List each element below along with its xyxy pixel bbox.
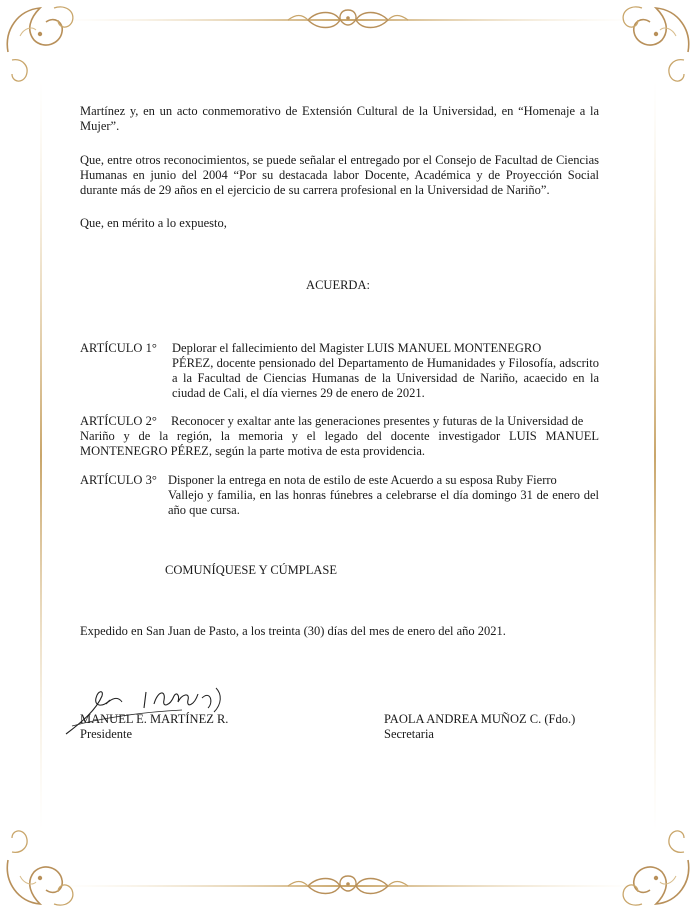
closing-formula: COMUNÍQUESE Y CÚMPLASE [165,563,338,577]
issued-statement: Expedido en San Juan de Pasto, a los treinta (30) días del mes de enero del año 2021. [80,624,506,638]
intro-paragraph-1: Martínez y, en un acto conmemorativo de Extensión Cultural de la Universidad, en “Homenaje a la Mujer”. [80,104,599,133]
article-1-first-line: Deplorar el fallecimiento del Magister LUIS MANUEL MONTENEGRO [172,341,542,355]
section-heading: ACUERDA: [306,278,370,292]
signatory-president-name: MANUEL E. MARTÍNEZ R. [80,712,229,726]
article-2-first-line: Reconocer y exaltar ante las generaciones presentes y futuras de la Universidad de [171,414,584,428]
article-3-body: Vallejo y familia, en las honras fúnebres a celebrarse el día domingo 31 de enero del año que cursa. [168,488,599,517]
signatory-president-role: Presidente [80,727,133,741]
article-2-label: ARTÍCULO 2° [80,414,157,428]
intro-paragraph-3: Que, en mérito a lo expuesto, [80,216,227,230]
article-3-first-line: Disponer la entrega en nota de estilo de este Acuerdo a su esposa Ruby Fierro [168,473,557,487]
article-2-body: Nariño y de la región, la memoria y el legado del docente investigador LUIS MANUEL MONTENEGRO PÉREZ, según la parte motiva de esta providencia. [80,429,599,458]
signatory-secretary-name: PAOLA ANDREA MUÑOZ C. (Fdo.) [384,712,576,726]
article-1-body: PÉREZ, docente pensionado del Departamento de Humanidades y Filosofía, adscrito a la Facultad de Ciencias Humanas de la Universidad de Nariño, acaecido en la ciudad de Cali, el día viernes 29 de enero de 2021. [172,356,599,400]
article-3-label: ARTÍCULO 3° [80,473,157,487]
intro-paragraph-2: Que, entre otros reconocimientos, se puede señalar el entregado por el Consejo de Facultad de Ciencias Humanas en junio del 2004 “Por su destacada labor Docente, Académica y de Proyección Social durante más de 29 años en el ejercicio de su carrera profesional en la Universidad de Nariño”. [80,153,599,197]
signatory-secretary-role: Secretaria [384,727,434,741]
article-1-label: ARTÍCULO 1° [80,341,157,355]
